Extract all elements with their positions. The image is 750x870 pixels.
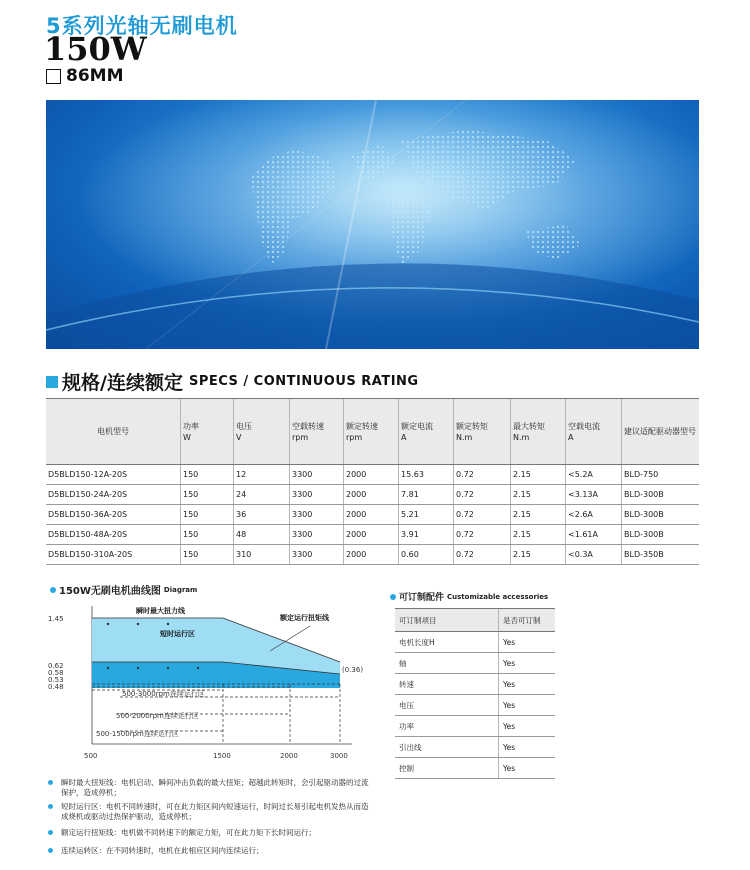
cell-model: D5BLD150-24A-20S	[46, 485, 181, 505]
power-rating-title: 150W	[44, 30, 147, 68]
cell-item: 引出线	[395, 737, 499, 758]
specs-table	[46, 398, 699, 565]
cell-rated-current: 0.60	[399, 545, 454, 565]
cell-model: D5BLD150-48A-20S	[46, 525, 181, 545]
cell-item: 电压	[395, 695, 499, 716]
cell-item: 功率	[395, 716, 499, 737]
heading-square-icon	[46, 376, 58, 388]
bullet-dot-icon	[48, 804, 53, 809]
col-header-model: 电机型号	[46, 399, 181, 465]
col-header-power: 功率 W	[181, 399, 234, 465]
bullet-dot-icon	[50, 587, 56, 593]
cell-no-load-current: <5.2A	[566, 465, 622, 485]
cell-model: D5BLD150-310A-20S	[46, 545, 181, 565]
cell-max-torque: 2.15	[511, 545, 566, 565]
x-tick-label: 2000	[280, 752, 298, 760]
table-row	[46, 465, 699, 485]
cell-no-load-current: <0.3A	[566, 545, 622, 565]
cell-customizable: Yes	[499, 653, 556, 674]
arrow-marker	[137, 667, 139, 669]
accessories-header-row	[395, 609, 555, 632]
cell-voltage: 36	[234, 505, 290, 525]
note-continuous	[48, 846, 370, 856]
world-map-graphic	[46, 100, 699, 349]
cell-item: 电机长度H	[395, 632, 499, 653]
y-tick-label: 0.62	[48, 662, 64, 670]
accessories-heading	[390, 590, 548, 603]
rated-line-label: 额定运行扭矩线	[280, 614, 329, 622]
y-tick-label: 1.45	[48, 615, 64, 623]
accessories-table	[395, 608, 555, 779]
col-header-rated-torque: 额定转矩 N.m	[454, 399, 511, 465]
cell-voltage: 48	[234, 525, 290, 545]
y-tick-label: 0.53	[48, 676, 64, 684]
arrow-marker	[107, 667, 109, 669]
cell-item: 转速	[395, 674, 499, 695]
cell-driver: BLD-300B	[622, 485, 700, 505]
cell-power: 150	[181, 505, 234, 525]
table-row	[46, 545, 699, 565]
table-row	[46, 525, 699, 545]
frame-size-label: 86MM	[66, 66, 124, 86]
x-tick-label: 3000	[330, 752, 348, 760]
arrow-marker	[197, 667, 199, 669]
bullet-dot-icon	[390, 594, 396, 600]
table-row	[395, 632, 555, 653]
range-2000-label: 500-2000rpm连续运行区	[116, 712, 199, 720]
frame-size-row	[46, 66, 124, 86]
cell-model: D5BLD150-12A-20S	[46, 465, 181, 485]
cell-customizable: Yes	[499, 716, 556, 737]
specs-heading	[46, 368, 419, 395]
cell-power: 150	[181, 465, 234, 485]
bullet-dot-icon	[48, 780, 53, 785]
table-row	[395, 758, 555, 779]
cell-voltage: 24	[234, 485, 290, 505]
arrow-marker	[167, 667, 169, 669]
note-peak	[48, 778, 370, 798]
arrow-marker	[107, 623, 109, 625]
cell-max-torque: 2.15	[511, 505, 566, 525]
bullet-dot-icon	[48, 848, 53, 853]
cell-customizable: Yes	[499, 758, 556, 779]
chart-heading	[50, 582, 197, 597]
table-row	[46, 485, 699, 505]
col-header-no-load-current: 空载电流 A	[566, 399, 622, 465]
y-tick-label: 0.48	[48, 683, 64, 691]
cell-power: 150	[181, 545, 234, 565]
cell-customizable: Yes	[499, 632, 556, 653]
cell-rated-speed: 2000	[344, 525, 399, 545]
cell-max-torque: 2.15	[511, 465, 566, 485]
cell-model: D5BLD150-36A-20S	[46, 505, 181, 525]
specs-header-row	[46, 399, 699, 465]
note-text: 瞬时最大扭矩线：电机启动、瞬间冲击负载的最大扭矩；超越此转矩时，会引起驱动器的过流保护，造成停机；	[61, 778, 369, 797]
cell-rated-current: 15.63	[399, 465, 454, 485]
col-header-no-load-speed: 空载转速 rpm	[290, 399, 344, 465]
short-zone-label: 短时运行区	[160, 630, 195, 638]
col-header-item: 可订制项目	[395, 609, 499, 632]
cell-driver: BLD-300B	[622, 525, 700, 545]
cell-no-load-speed: 3300	[290, 485, 344, 505]
table-row	[46, 505, 699, 525]
col-header-driver: 建议适配驱动器型号	[622, 399, 700, 465]
banner-image	[46, 100, 699, 349]
cell-item: 轴	[395, 653, 499, 674]
cell-no-load-speed: 3300	[290, 505, 344, 525]
range-1500-label: 500-1500rpm连续运行区	[96, 730, 179, 738]
cell-rated-speed: 2000	[344, 505, 399, 525]
col-header-rated-speed: 额定转速 rpm	[344, 399, 399, 465]
chart-title-cn: 150W无刷电机曲线图	[59, 586, 161, 597]
note-text: 额定运行扭矩线：电机做不同转速下的额定力矩，可在此力矩下长时间运行；	[61, 828, 316, 837]
cell-rated-torque: 0.72	[454, 525, 511, 545]
col-header-rated-current: 额定电流 A	[399, 399, 454, 465]
series-title: 5系列光轴无刷电机	[46, 14, 238, 38]
peak-line-label: 瞬时最大扭力线	[136, 607, 185, 615]
cell-voltage: 310	[234, 545, 290, 565]
accessories-heading-en: Customizable accessories	[447, 592, 549, 601]
col-header-customizable: 是否可订制	[499, 609, 556, 632]
specs-heading-en: SPECS / CONTINUOUS RATING	[188, 374, 419, 389]
square-frame-icon	[46, 69, 61, 84]
chart-title-en: Diagram	[163, 585, 198, 594]
cell-customizable: Yes	[499, 695, 556, 716]
cell-max-torque: 2.15	[511, 485, 566, 505]
y-tick-label: 0.58	[48, 669, 64, 677]
note-text: 连续运转区：在不同转速时，电机在此相应区间内连续运行；	[61, 846, 264, 855]
end-value-label: (0.36)	[342, 666, 364, 674]
cell-rated-torque: 0.72	[454, 545, 511, 565]
cell-driver: BLD-350B	[622, 545, 700, 565]
bullet-dot-icon	[48, 830, 53, 835]
cell-driver: BLD-300B	[622, 505, 700, 525]
x-tick-label: 500	[84, 752, 98, 760]
cell-rated-torque: 0.72	[454, 505, 511, 525]
cell-max-torque: 2.15	[511, 525, 566, 545]
cell-rated-current: 5.21	[399, 505, 454, 525]
note-short	[48, 802, 370, 822]
col-header-voltage: 电压 V	[234, 399, 290, 465]
col-header-max-torque: 最大转矩 N.m	[511, 399, 566, 465]
cell-customizable: Yes	[499, 737, 556, 758]
cell-customizable: Yes	[499, 674, 556, 695]
cell-no-load-speed: 3300	[290, 545, 344, 565]
range-3000-label: 500-3000rpm连续运行区	[122, 690, 205, 698]
cell-no-load-current: <2.6A	[566, 505, 622, 525]
note-text: 短时运行区：电机不同转速时，可在此力矩区间内短速运行，时间过长易引起电机发热从而造成烧机或驱动过热保护驱动，造成停机；	[61, 802, 369, 821]
cell-voltage: 12	[234, 465, 290, 485]
specs-heading-cn: 规格/连续额定	[62, 372, 183, 394]
arrow-marker	[167, 623, 169, 625]
cell-rated-current: 7.81	[399, 485, 454, 505]
cell-rated-speed: 2000	[344, 545, 399, 565]
cell-no-load-current: <3.13A	[566, 485, 622, 505]
table-row	[395, 737, 555, 758]
cell-power: 150	[181, 485, 234, 505]
note-rated	[48, 828, 370, 838]
torque-speed-chart	[40, 596, 370, 768]
cell-no-load-current: <1.61A	[566, 525, 622, 545]
cell-driver: BLD-750	[622, 465, 700, 485]
table-row	[395, 674, 555, 695]
cell-rated-torque: 0.72	[454, 485, 511, 505]
cell-rated-speed: 2000	[344, 485, 399, 505]
cell-rated-current: 3.91	[399, 525, 454, 545]
x-tick-label: 1500	[213, 752, 231, 760]
cell-no-load-speed: 3300	[290, 465, 344, 485]
cell-item: 控制	[395, 758, 499, 779]
cell-no-load-speed: 3300	[290, 525, 344, 545]
cell-rated-speed: 2000	[344, 465, 399, 485]
cell-rated-torque: 0.72	[454, 465, 511, 485]
arrow-marker	[137, 623, 139, 625]
cell-power: 150	[181, 525, 234, 545]
table-row	[395, 695, 555, 716]
table-row	[395, 716, 555, 737]
table-row	[395, 653, 555, 674]
accessories-heading-cn: 可订制配件	[399, 593, 445, 603]
